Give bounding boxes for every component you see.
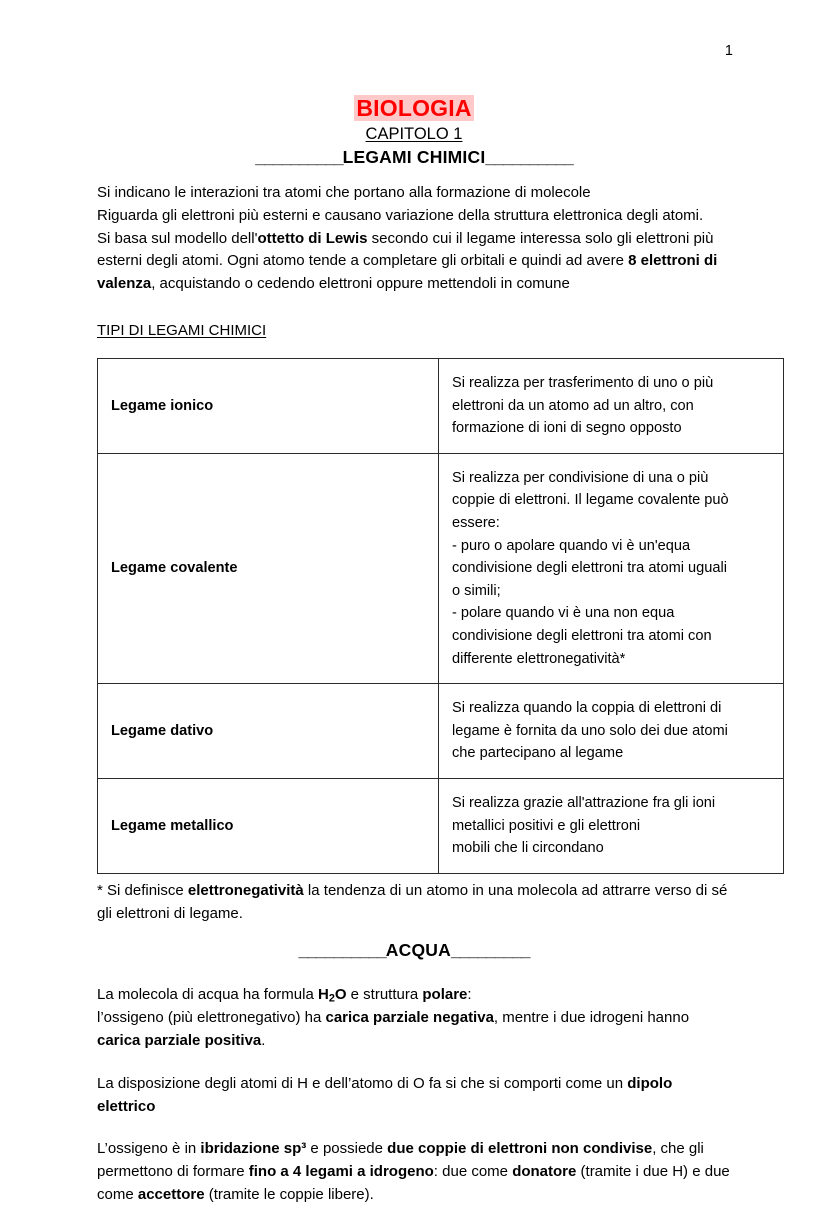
intro-line-3a: Si basa sul modello dell' xyxy=(97,229,258,247)
desc-line: elettroni da un atomo ad un altro, con xyxy=(452,397,694,414)
intro-paragraph xyxy=(97,182,731,296)
desc-line: condivisione degli elettroni tra atomi uguali xyxy=(452,560,728,577)
page-title: BIOLOGIA xyxy=(356,95,472,121)
water-term-donatore: donatore xyxy=(512,1163,577,1181)
water-term-accettore: accettore xyxy=(137,1186,205,1204)
water-p1-d: : xyxy=(467,986,472,1004)
rule-left: __________ xyxy=(255,146,343,167)
water-term-carica-positiva: carica parziale positiva xyxy=(97,1032,262,1050)
water-p2-e: . xyxy=(261,1032,266,1050)
desc-line: differente elettronegatività* xyxy=(452,650,626,667)
desc-line: mobili che li circondano xyxy=(452,840,604,857)
chapter-row xyxy=(97,125,731,145)
formula-o: O xyxy=(334,986,347,1004)
table-row xyxy=(98,453,784,683)
water-formula xyxy=(318,986,347,1003)
water-p1-a: La molecola di acqua ha formula xyxy=(97,986,318,1004)
acqua-rule-left: __________ xyxy=(298,940,386,961)
bond-desc-ionico xyxy=(439,358,784,453)
document-title-row xyxy=(97,95,731,122)
desc-line: metallici positivi e gli elettroni xyxy=(452,817,641,834)
acqua-title-row xyxy=(97,940,731,962)
bond-desc-metallico xyxy=(439,779,784,874)
formula-subscript: 2 xyxy=(328,992,335,1005)
table-row xyxy=(98,684,784,779)
table-row xyxy=(98,358,784,453)
subheading-tipi-legami: TIPI DI LEGAMI CHIMICI xyxy=(97,321,267,339)
water-p4-e: , che gli permettono di formare xyxy=(97,1140,704,1181)
water-term-carica-negativa: carica parziale negativa xyxy=(325,1009,494,1027)
document-content xyxy=(97,95,731,1222)
water-p2-c: , mentre i due idrogeni hanno xyxy=(493,1009,690,1027)
water-term-coppie-non-condivise: due coppie di elettroni non condivise xyxy=(387,1140,653,1158)
footnote-part-a: * Si definisce xyxy=(97,881,188,899)
footnote-part-c: la tendenza di un atomo in una molecola ad attrarre verso di sé gli elettroni di legame. xyxy=(97,881,728,922)
table-row xyxy=(98,779,784,874)
desc-line: Si realizza grazie all'attrazione fra gli ioni xyxy=(452,795,716,812)
desc-line: Si realizza per condivisione di una o più xyxy=(452,469,709,486)
water-p4-g: : due come xyxy=(433,1163,513,1181)
bond-desc-dativo xyxy=(439,684,784,779)
water-p2-a: l’ossigeno (più elettronegativo) ha xyxy=(97,1009,326,1027)
water-p1-b: e struttura xyxy=(346,986,423,1004)
desc-line: legame è fornita da uno solo dei due atomi xyxy=(452,722,728,739)
desc-line: coppie di elettroni. Il legame covalente può xyxy=(452,492,729,509)
water-p3-a: La disposizione degli atomi di H e dell’atomo di O fa si che si comporti come un xyxy=(97,1074,628,1092)
water-paragraph-3 xyxy=(97,1138,731,1206)
water-p4-a: L’ossigeno è in xyxy=(97,1140,201,1158)
bond-name-covalente: Legame covalente xyxy=(98,453,439,683)
water-p4-i: (tramite i due H) e due come xyxy=(97,1163,730,1204)
bond-name-ionico: Legame ionico xyxy=(98,358,439,453)
bond-name-metallico: Legame metallico xyxy=(98,779,439,874)
bond-desc-covalente xyxy=(439,453,784,683)
intro-line-3e: , acquistando o cedendo elettroni oppure mettendoli in comune xyxy=(151,275,570,293)
rule-right: __________ xyxy=(485,146,573,167)
footnote-elettronegativita xyxy=(97,880,731,926)
formula-h: H xyxy=(317,986,329,1004)
intro-line-2: Riguarda gli elettroni più esterni e causano variazione della struttura elettronica degli atomi. xyxy=(97,206,704,224)
desc-line: che partecipano al legame xyxy=(452,745,624,762)
section-title-row xyxy=(97,147,731,169)
intro-term-valenza: 8 elettroni di valenza xyxy=(97,252,718,293)
chapter-label: CAPITOLO 1 xyxy=(365,125,463,144)
acqua-title: ACQUA xyxy=(385,940,451,961)
water-paragraph-1 xyxy=(97,984,731,1052)
water-term-dipolo: dipolo elettrico xyxy=(97,1074,673,1115)
intro-line-1: Si indicano le interazioni tra atomi che portano alla formazione di molecole xyxy=(97,183,591,201)
bond-types-table xyxy=(97,358,784,874)
water-p4-c: e possiede xyxy=(306,1140,388,1158)
desc-line: Si realizza quando la coppia di elettroni di xyxy=(452,700,722,717)
water-term-ibridazione: ibridazione sp³ xyxy=(200,1140,307,1158)
intro-line-3c: secondo cui il legame interessa solo gli elettroni più esterni degli atomi. Ogni atomo tende a completare gli orbitali e quindi ad avere xyxy=(97,229,714,270)
desc-line: o simili; xyxy=(452,582,501,599)
acqua-rule-right: _________ xyxy=(450,940,530,961)
desc-line: condivisione degli elettroni tra atomi con xyxy=(452,628,712,644)
desc-line: - puro o apolare quando vi è un'equa xyxy=(452,537,691,554)
desc-line: Si realizza per trasferimento di uno o più xyxy=(452,374,714,391)
subheading-row xyxy=(97,296,731,340)
water-term-polare: polare xyxy=(422,986,468,1004)
footnote-term: elettronegatività xyxy=(187,881,304,899)
water-p4-k: (tramite le coppie libere). xyxy=(204,1186,374,1204)
water-term-legami-idrogeno: fino a 4 legami a idrogeno xyxy=(248,1163,434,1181)
section-title: LEGAMI CHIMICI xyxy=(342,146,486,167)
water-paragraph-2 xyxy=(97,1073,731,1119)
desc-line: formazione di ioni di segno opposto xyxy=(452,420,682,437)
bond-name-dativo: Legame dativo xyxy=(98,684,439,779)
desc-line: essere: xyxy=(452,514,500,531)
intro-term-ottetto: ottetto di Lewis xyxy=(257,229,368,247)
desc-line: - polare quando vi è una non equa xyxy=(452,605,675,622)
page-number: 1 xyxy=(724,43,733,59)
